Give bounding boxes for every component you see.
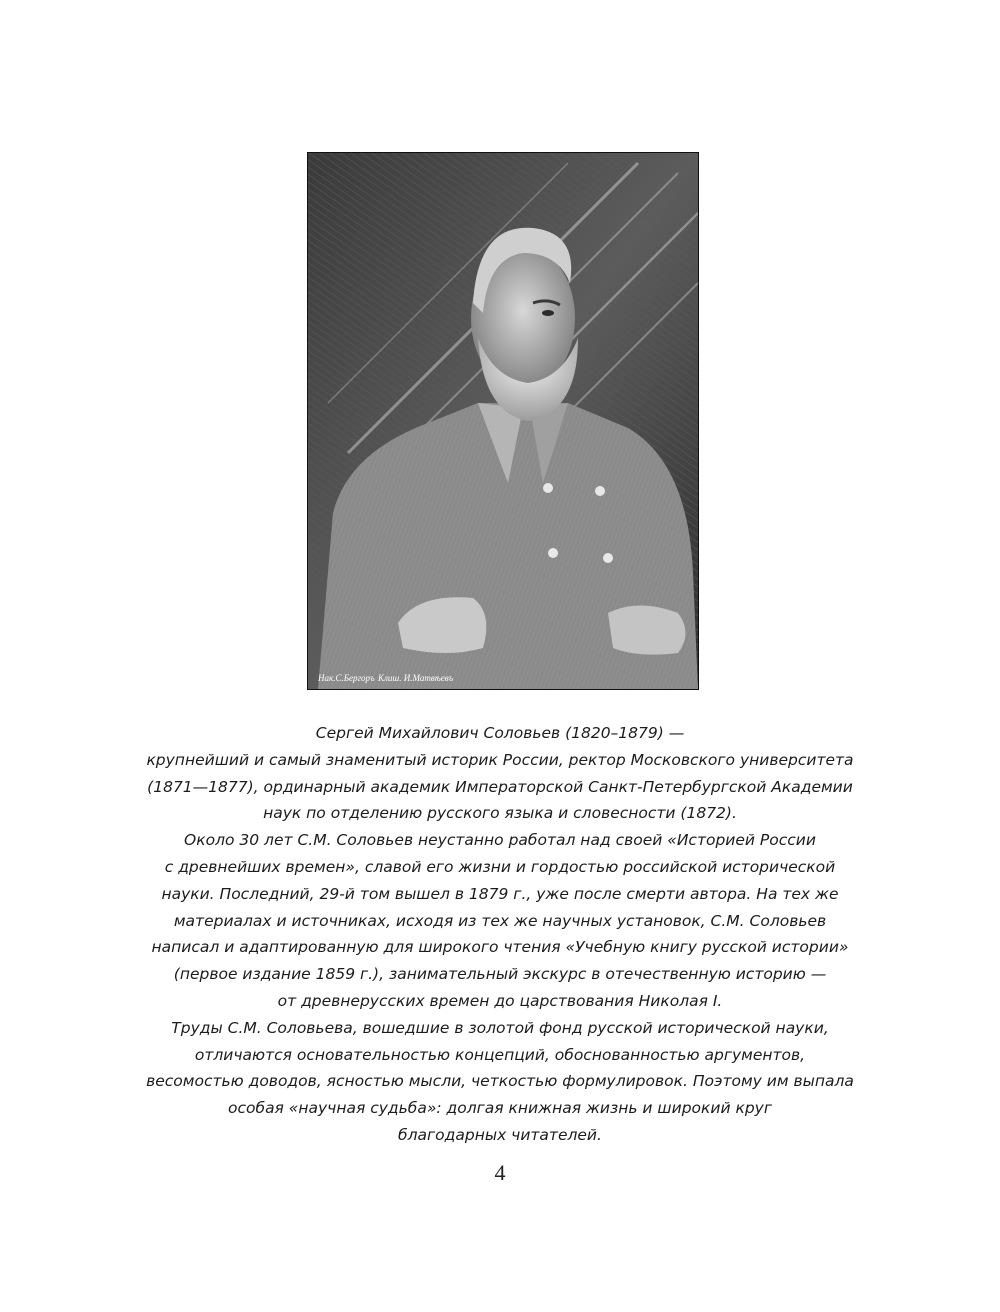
caption-line: (первое издание 1859 г.), занимательный экскурс в отечественную историю — — [173, 965, 827, 984]
right-hand — [608, 606, 686, 655]
caption-line: отличаются основательностью концепций, обоснованностью аргументов, — [194, 1045, 806, 1064]
coat-button — [543, 483, 553, 493]
caption-line: написал и адаптированную для широкого чтения «Учебную книгу русской истории» — [151, 938, 849, 957]
caption-line: весомостью доводов, ясностью мысли, четкостью формулировок. Поэтому им выпала — [146, 1072, 854, 1091]
coat-button — [548, 548, 558, 558]
caption-line: с древнейших времен», славой его жизни и гордостью российской исторической — [164, 857, 836, 876]
caption-line: благодарных читателей. — [398, 1125, 602, 1144]
caption-line: материалах и источниках, исходя из тех же научных установок, С.М. Соловьев — [173, 911, 827, 930]
portrait-illustration — [308, 153, 698, 689]
portrait-engraving — [307, 152, 699, 690]
engraver-signatures — [317, 673, 454, 683]
coat-button — [595, 486, 605, 496]
engraver-right-text: Клиш. И.Матвѣевъ — [378, 673, 454, 683]
caption-line: Около 30 лет С.М. Соловьев неустанно работал над своей «Историей России — [184, 831, 816, 850]
caption-line: Сергей Михайлович Соловьев (1820–1879) — — [315, 724, 685, 742]
portrait-caption — [120, 720, 880, 1149]
coat-button — [603, 553, 613, 563]
caption-line: (1871—1877), ординарный академик Императорской Санкт-Петербургской Академии — [147, 777, 853, 796]
caption-line: особая «научная судьба»: долгая книжная жизнь и широкий круг — [228, 1099, 772, 1118]
caption-line: науки. Последний, 29-й том вышел в 1879 г., уже после смерти автора. На тех же — [161, 884, 839, 903]
caption-line: крупнейший и самый знаменитый историк России, ректор Московского университета — [146, 750, 854, 769]
caption-line: Труды С.М. Соловьева, вошедшие в золотой фонд русской исторической науки, — [171, 1018, 829, 1037]
engraver-left-text: Нак.С.Бергоръ — [318, 673, 375, 683]
caption-line: от древнерусских времен до царствования Николая I. — [277, 991, 723, 1010]
page-number: 4 — [494, 1160, 506, 1185]
caption-line: наук по отделению русского языка и словесности (1872). — [263, 804, 737, 823]
